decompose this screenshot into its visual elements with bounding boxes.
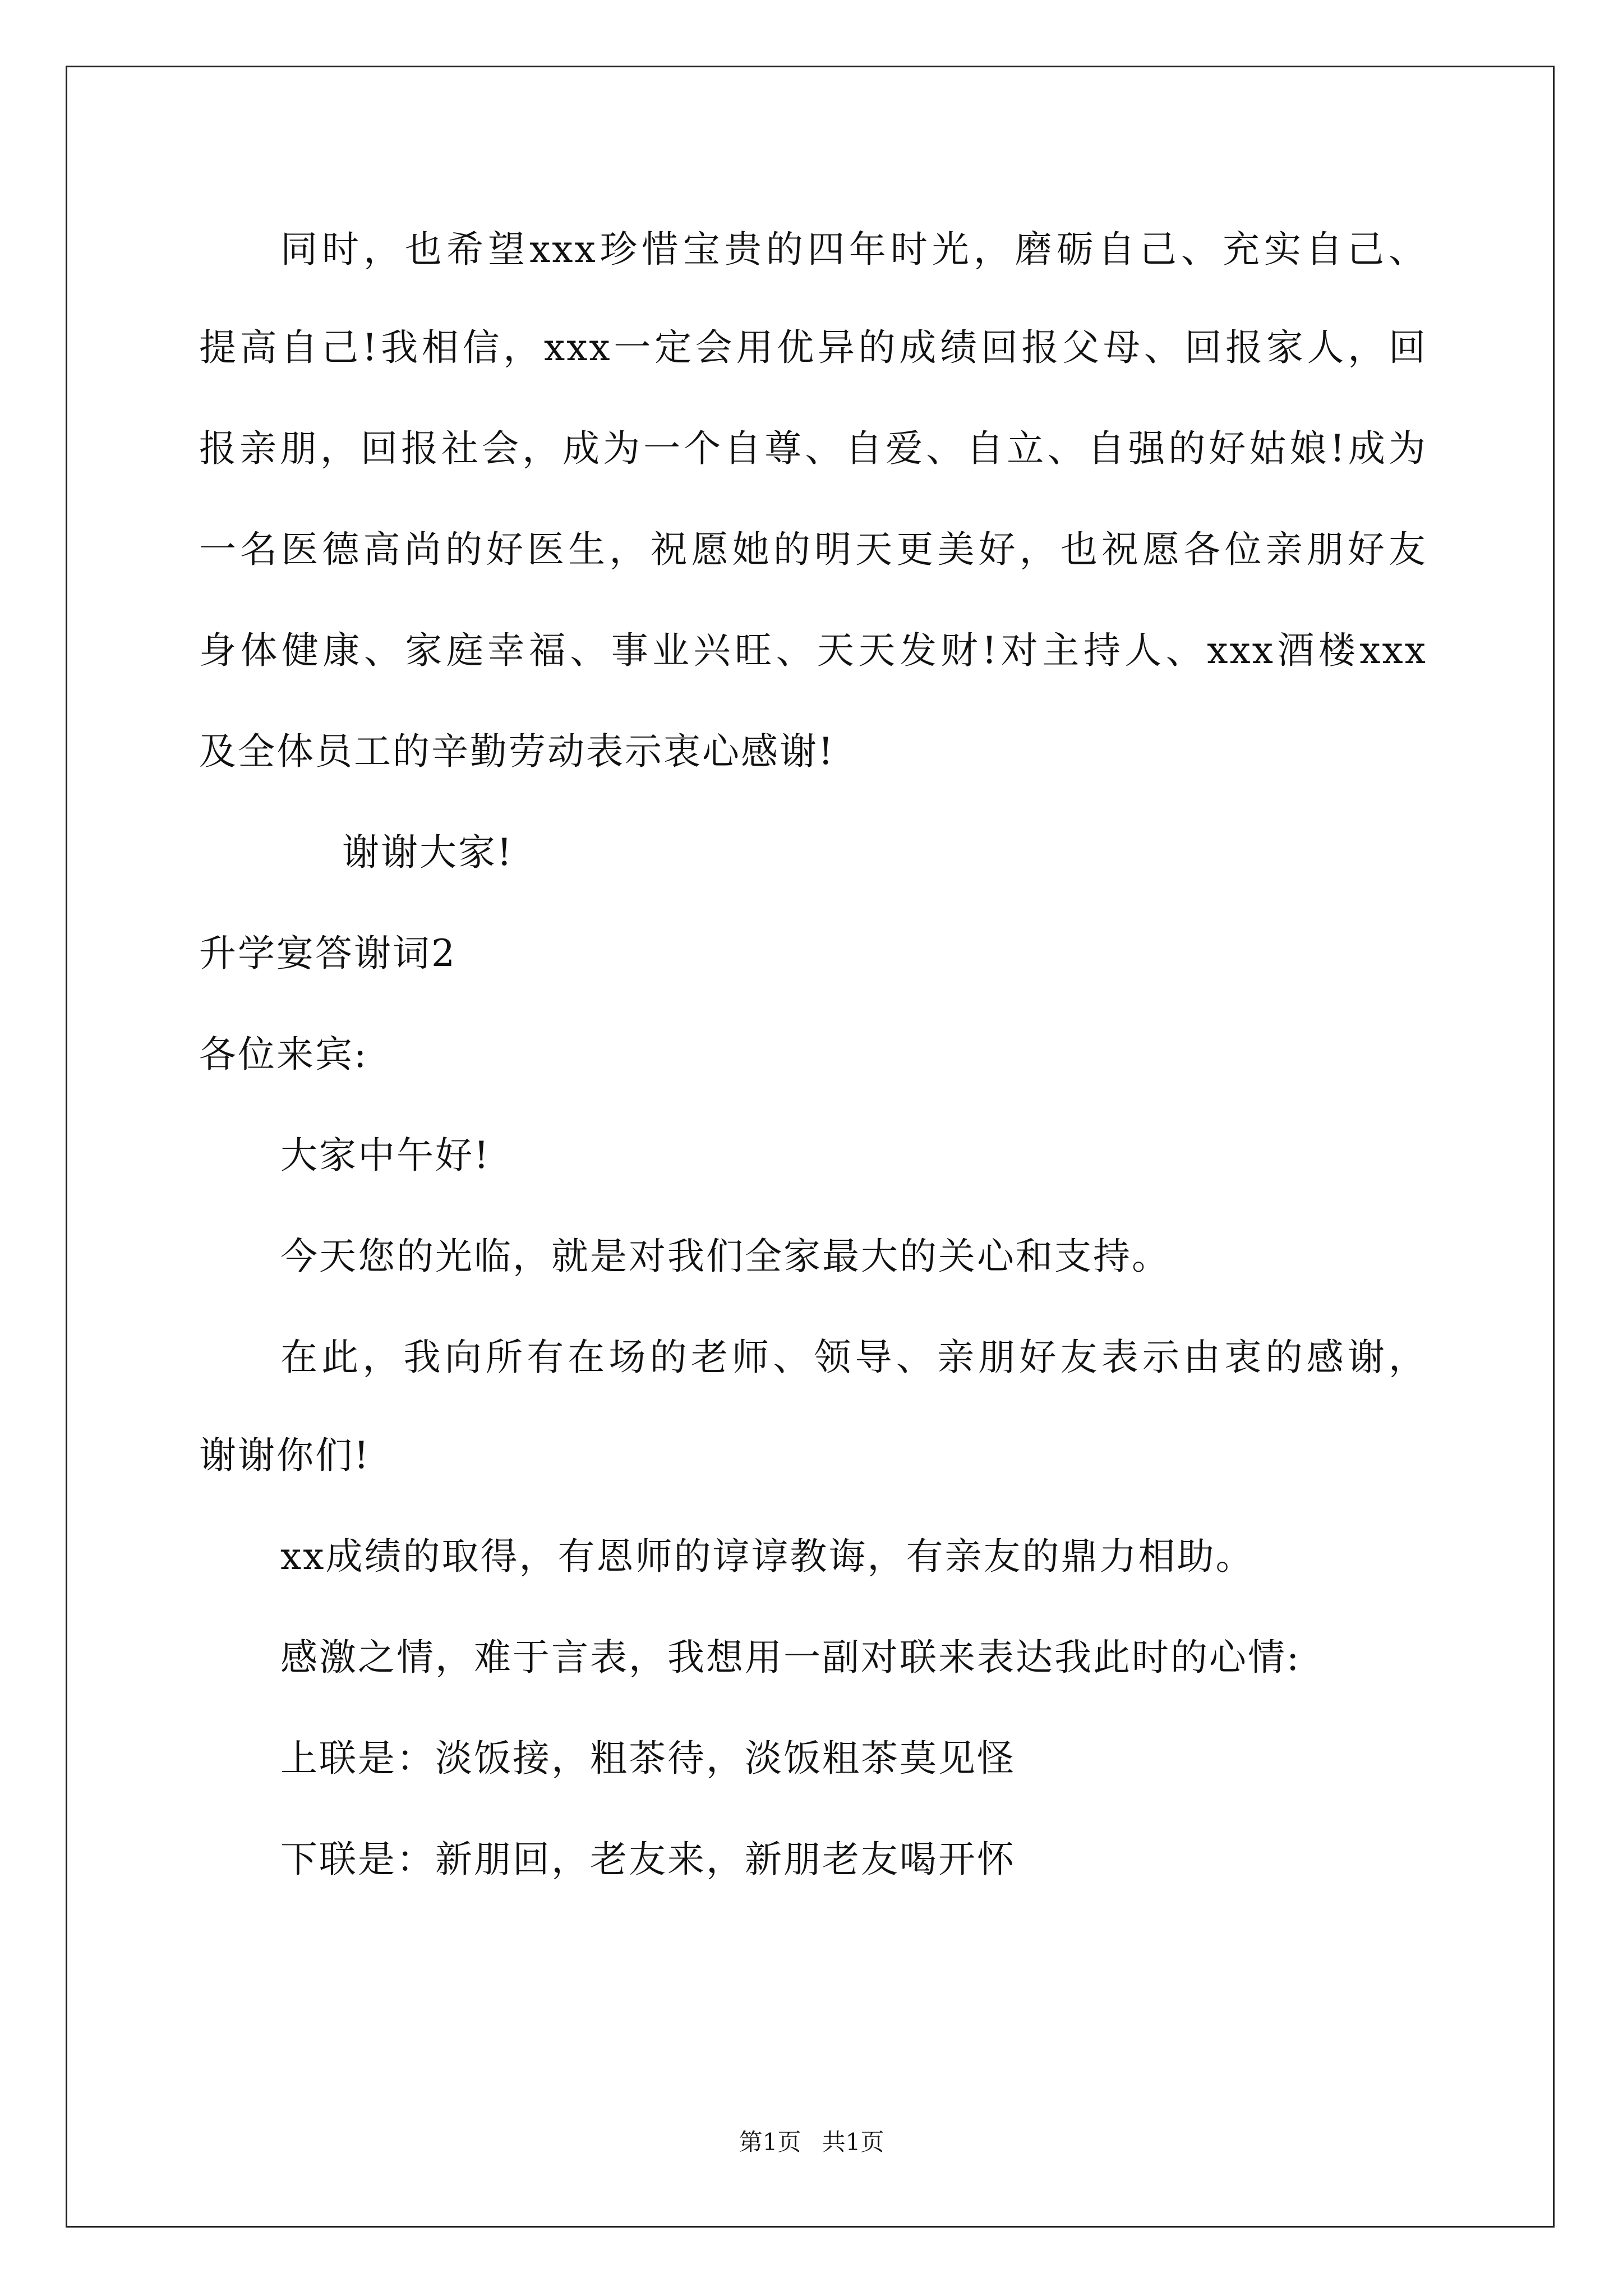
page-footer: 第1页 共1页: [739, 2128, 884, 2156]
text-line-1: 同时，也希望xxx珍惜宝贵的四年时光，磨砺自己、充实自己、: [280, 228, 1427, 271]
text-line-2: 提高自己!我相信，xxx一定会用优异的成绩回报父母、回报家人，回: [199, 326, 1427, 369]
section-title: 升学宴答谢词2: [199, 932, 457, 975]
thanks-line: 谢谢大家!: [342, 831, 514, 874]
text-line-4: 一名医德高尚的好医生，祝愿她的明天更美好，也祝愿各位亲朋好友: [199, 528, 1427, 571]
text-line-6: 及全体员工的辛勤劳动表示衷心感谢!: [199, 730, 835, 773]
text-line-12: 在此，我向所有在场的老师、领导、亲朋好友表示由衷的感谢，: [280, 1336, 1427, 1379]
text-line-13: 谢谢你们!: [199, 1434, 371, 1477]
text-line-5: 身体健康、家庭幸福、事业兴旺、天天发财!对主持人、xxx酒楼xxx: [199, 629, 1427, 672]
greeting: 大家中午好!: [280, 1134, 491, 1177]
text-line-15: 感激之情，难于言表，我想用一副对联来表达我此时的心情:: [280, 1636, 1301, 1679]
text-line-11: 今天您的光临，就是对我们全家最大的关心和支持。: [280, 1235, 1170, 1278]
text-line-3: 报亲朋，回报社会，成为一个自尊、自爱、自立、自强的好姑娘!成为: [199, 427, 1427, 470]
text-line-14: xx成绩的取得，有恩师的谆谆教诲，有亲友的鼎力相助。: [280, 1535, 1255, 1578]
salutation: 各位来宾:: [199, 1033, 368, 1076]
couplet-upper: 上联是：淡饭接，粗茶待，淡饭粗茶莫见怪: [280, 1737, 1016, 1780]
couplet-lower: 下联是：新朋回，老友来，新朋老友喝开怀: [280, 1838, 1016, 1881]
